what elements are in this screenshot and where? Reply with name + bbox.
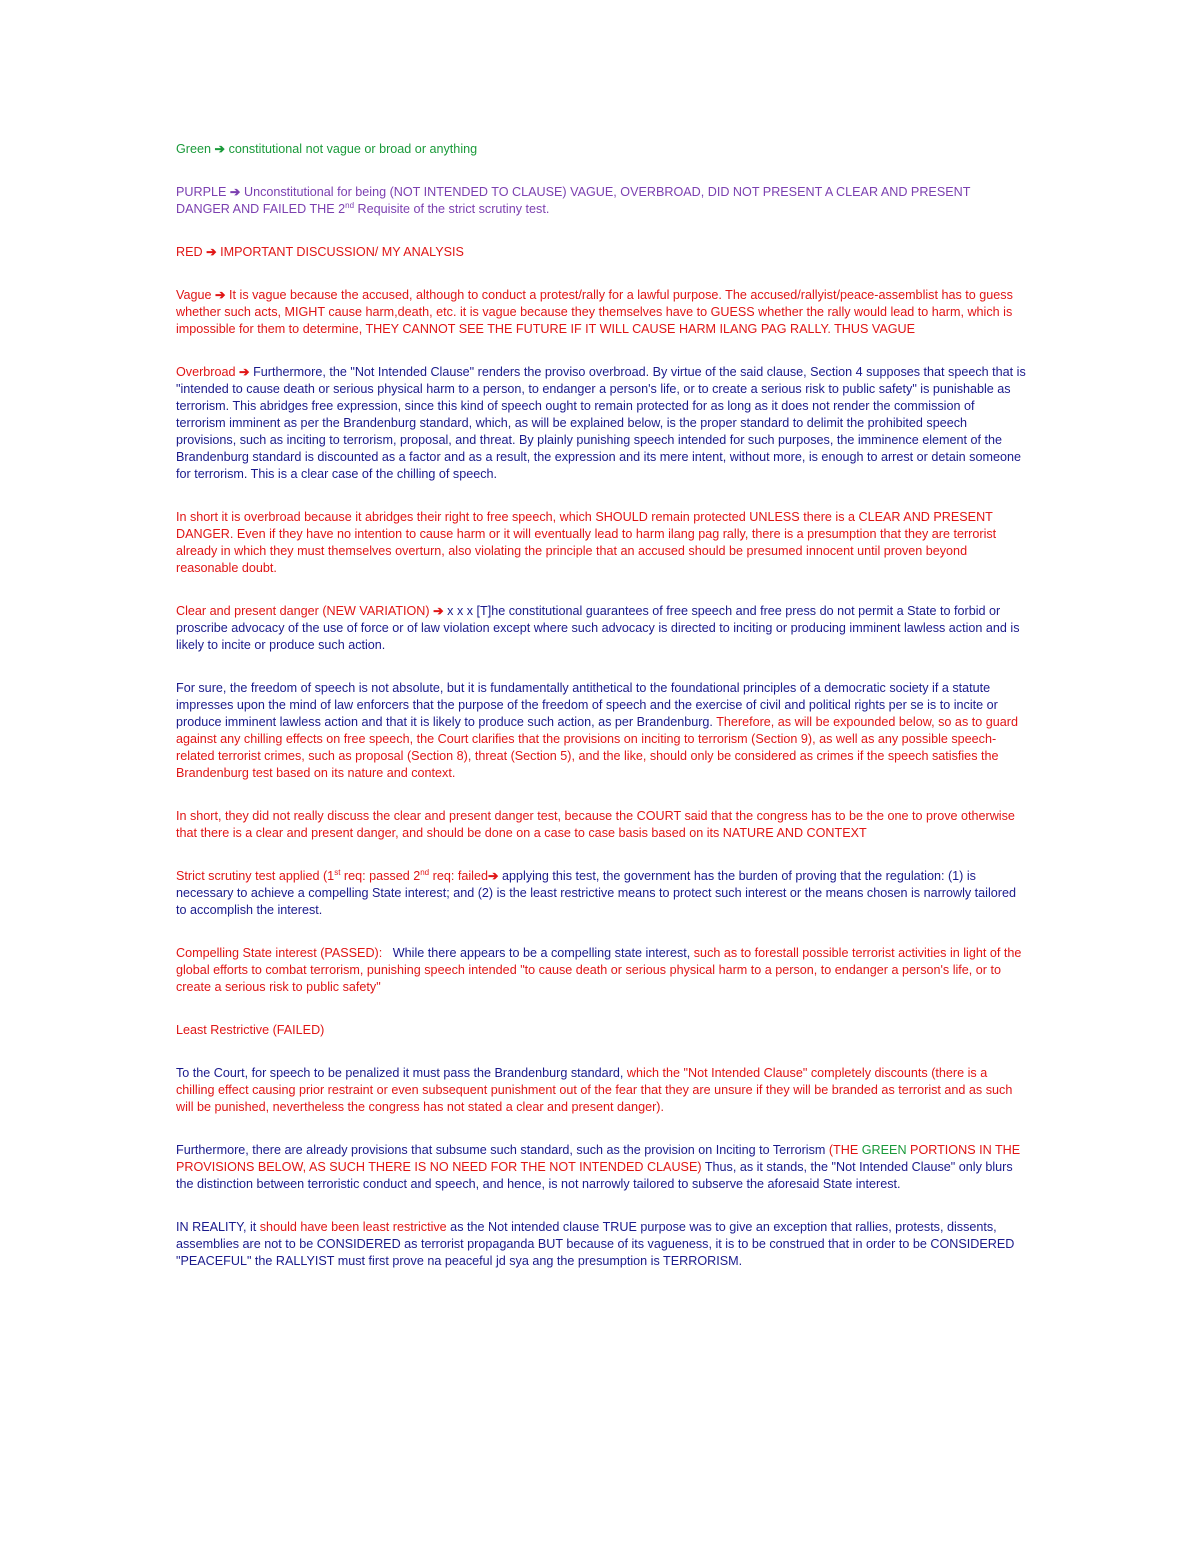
vague-label: Vague [176,288,212,302]
further-green: GREEN [861,1143,907,1157]
further-red-a: (THE [828,1143,862,1157]
strict-scrutiny-paragraph [176,868,1026,919]
arrow-right-icon: ➔ [433,604,444,618]
overbroad-summary [176,509,1026,577]
strict-text: applying this test, the government has the burden of proving that the regulation: (1) is necessary to achieve a compelling State interest; and (2) is the least restrictive means to protect such interest or the means chosen is narrowly tailored to accomplish the interest. [176,869,1016,917]
arrow-right-icon: ➔ [487,869,499,883]
least-restrictive-label: Least Restrictive (FAILED) [176,1023,325,1037]
court-red-text: which the "Not Intended Clause" completely discounts (there is a chilling effect causing prior restraint or even subsequent punishment out of the fear that they are unsure if they will be branded as terrorist and as such will be punished, nevertheless the congress has not stated a clear and present danger). [176,1066,1013,1114]
reality-blue-a: IN REALITY, it [176,1220,257,1234]
short-danger-text: In short, they did not really discuss the clear and present danger test, because the COURT said that the congress has to be the one to prove otherwise that there is a clear and present danger, and should be done on a case to case basis based on its NATURE AND CONTEXT [176,809,1015,840]
compelling-label: Compelling State interest (PASSED): [176,946,383,960]
document-page [176,141,1026,1296]
overbroad-label: Overbroad [176,365,236,379]
strict-label-c: req: failed [429,869,488,883]
arrow-right-icon: ➔ [206,245,217,259]
clear-danger-text: x x x [T]he constitutional guarantees of free speech and free press do not permit a State to forbid or proscribe advocacy of the use of force or of law violation except where such advocacy is directed to inciting or producing imminent lawless action and is likely to incite or produce such action. [176,604,1020,652]
least-restrictive-heading [176,1022,1026,1039]
legend-red-label: RED [176,245,203,259]
court-blue-text: To the Court, for speech to be penalized it must pass the Brandenburg standard, [176,1066,624,1080]
superscript-nd: nd [420,867,430,877]
overbroad-summary-text: In short it is overbroad because it abridges their right to free speech, which SHOULD remain protected UNLESS there is a CLEAR AND PRESENT DANGER. Even if they have no intention to cause harm or it will eventually lead to harm ilang pag rally, there is a presumption that they are terrorist already in which they must themselves overturn, also violating the principle that an accused should be presumed innocent until proven beyond reasonable doubt. [176,510,997,575]
superscript-nd: nd [345,200,355,210]
court-paragraph [176,1065,1026,1116]
reality-red-a: should have been least restrictive [256,1220,447,1234]
freedom-paragraph [176,680,1026,782]
legend-green-label: Green [176,142,212,156]
strict-label-b: req: passed 2 [340,869,421,883]
overbroad-text: Furthermore, the "Not Intended Clause" renders the proviso overbroad. By virtue of the said clause, Section 4 supposes that speech that is "intended to cause death or serious physical harm to a person, to endanger a person's life, or to create a serious risk to public safety" is punishable as terrorism. This abridges free expression, since this kind of speech ought to remain protected for as long as it does not render the commission of terrorism imminent as per the Brandenburg standard, which, as will be explained below, is the proper standard to delimit the prohibited speech provisions, such as inciting to terrorism, proposal, and threat. By plainly punishing speech intended for such purposes, the imminence element of the Brandenburg standard is discounted as a factor and as a result, the expression and its mere intent, without more, is enough to arrest or detain someone for terrorism. This is a clear case of the chilling of speech. [176,365,1026,481]
compelling-blue-text: While there appears to be a compelling state interest, [392,946,691,960]
legend-purple-text: Unconstitutional for being (NOT INTENDED TO CLAUSE) VAGUE, OVERBROAD, DID NOT PRESENT A CLEAR AND PRESENT DANGER AND FAILED THE 2 [176,185,971,216]
legend-purple [176,184,1026,218]
reality-blue-b: as the Not intended clause TRUE purpose was to give an exception that rallies, protests, dissents, assemblies are not to be CONSIDERED as terrorist propaganda BUT because of its vagueness, it is to be construed that in order to be CONSIDERED "PEACEFUL" the RALLYIST must first prove na peaceful jd sya ang the presumption is TERRORISM. [176,1220,1015,1268]
compelling-paragraph [176,945,1026,996]
short-danger-paragraph [176,808,1026,842]
legend-green-text: constitutional not vague or broad or anything [228,142,478,156]
superscript-st: st [334,867,341,877]
overbroad-paragraph [176,364,1026,483]
legend-red-text: IMPORTANT DISCUSSION/ MY ANALYSIS [220,245,464,259]
further-blue-b: Thus, as it stands, the "Not Intended Clause" only blurs the distinction between terroristic conduct and speech, and hence, is not narrowly tailored to subserve the aforesaid State interest. [176,1160,1013,1191]
compelling-red-text: such as to forestall possible terrorist activities in light of the global efforts to combat terrorism, punishing speech intended "to cause death or serious physical harm to a person, to endanger a person's life, or to create a serious risk to public safety" [176,946,1022,994]
vague-text: It is vague because the accused, although to conduct a protest/rally for a lawful purpose. The accused/rallyist/peace-assemblist has to guess whether such acts, MIGHT cause harm,death, etc. it is vague because they themselves have to GUESS whether the rally would lead to harm, which is impossible for them to determine, THEY CANNOT SEE THE FUTURE IF IT WILL CAUSE HARM ILANG PAG RALLY. THUS VAGUE [176,288,1013,336]
arrow-right-icon: ➔ [239,365,250,379]
arrow-right-icon: ➔ [229,185,241,199]
clear-danger-paragraph [176,603,1026,654]
legend-green [176,141,1026,158]
reality-paragraph [176,1219,1026,1270]
arrow-right-icon: ➔ [214,288,226,302]
legend-purple-label: PURPLE [176,185,227,199]
legend-purple-tail: Requisite of the strict scrutiny test. [354,202,550,216]
vague-paragraph [176,287,1026,338]
freedom-blue-text: For sure, the freedom of speech is not absolute, but it is fundamentally antithetical to the foundational principles of a democratic society if a statute impresses upon the mind of law enforcers that the purpose of the freedom of speech and the exercise of civil and political rights per se is to incite or produce imminent lawless action and that it is likely to produce such action, as per Brandenburg. [176,681,998,729]
arrow-right-icon: ➔ [214,142,226,156]
further-red-b: PORTIONS IN THE PROVISIONS BELOW, AS SUCH THERE IS NO NEED FOR THE NOT INTENDED CLAUSE) [176,1143,1021,1174]
further-blue-a: Furthermore, there are already provisions that subsume such standard, such as the provision on Inciting to Terrorism [176,1143,829,1157]
strict-label-a: Strict scrutiny test applied (1 [176,869,335,883]
clear-danger-label: Clear and present danger (NEW VARIATION) [176,604,430,618]
freedom-red-text: Therefore, as will be expounded below, so as to guard against any chilling effects on free speech, the Court clarifies that the provisions on inciting to terrorism (Section 9), as well as any possible speech-related terrorist crimes, such as proposal (Section 8), threat (Section 5), and the like, should only be considered as crimes if the speech satisfies the Brandenburg test based on its nature and context. [176,715,1018,780]
legend-red [176,244,1026,261]
furthermore-paragraph [176,1142,1026,1193]
